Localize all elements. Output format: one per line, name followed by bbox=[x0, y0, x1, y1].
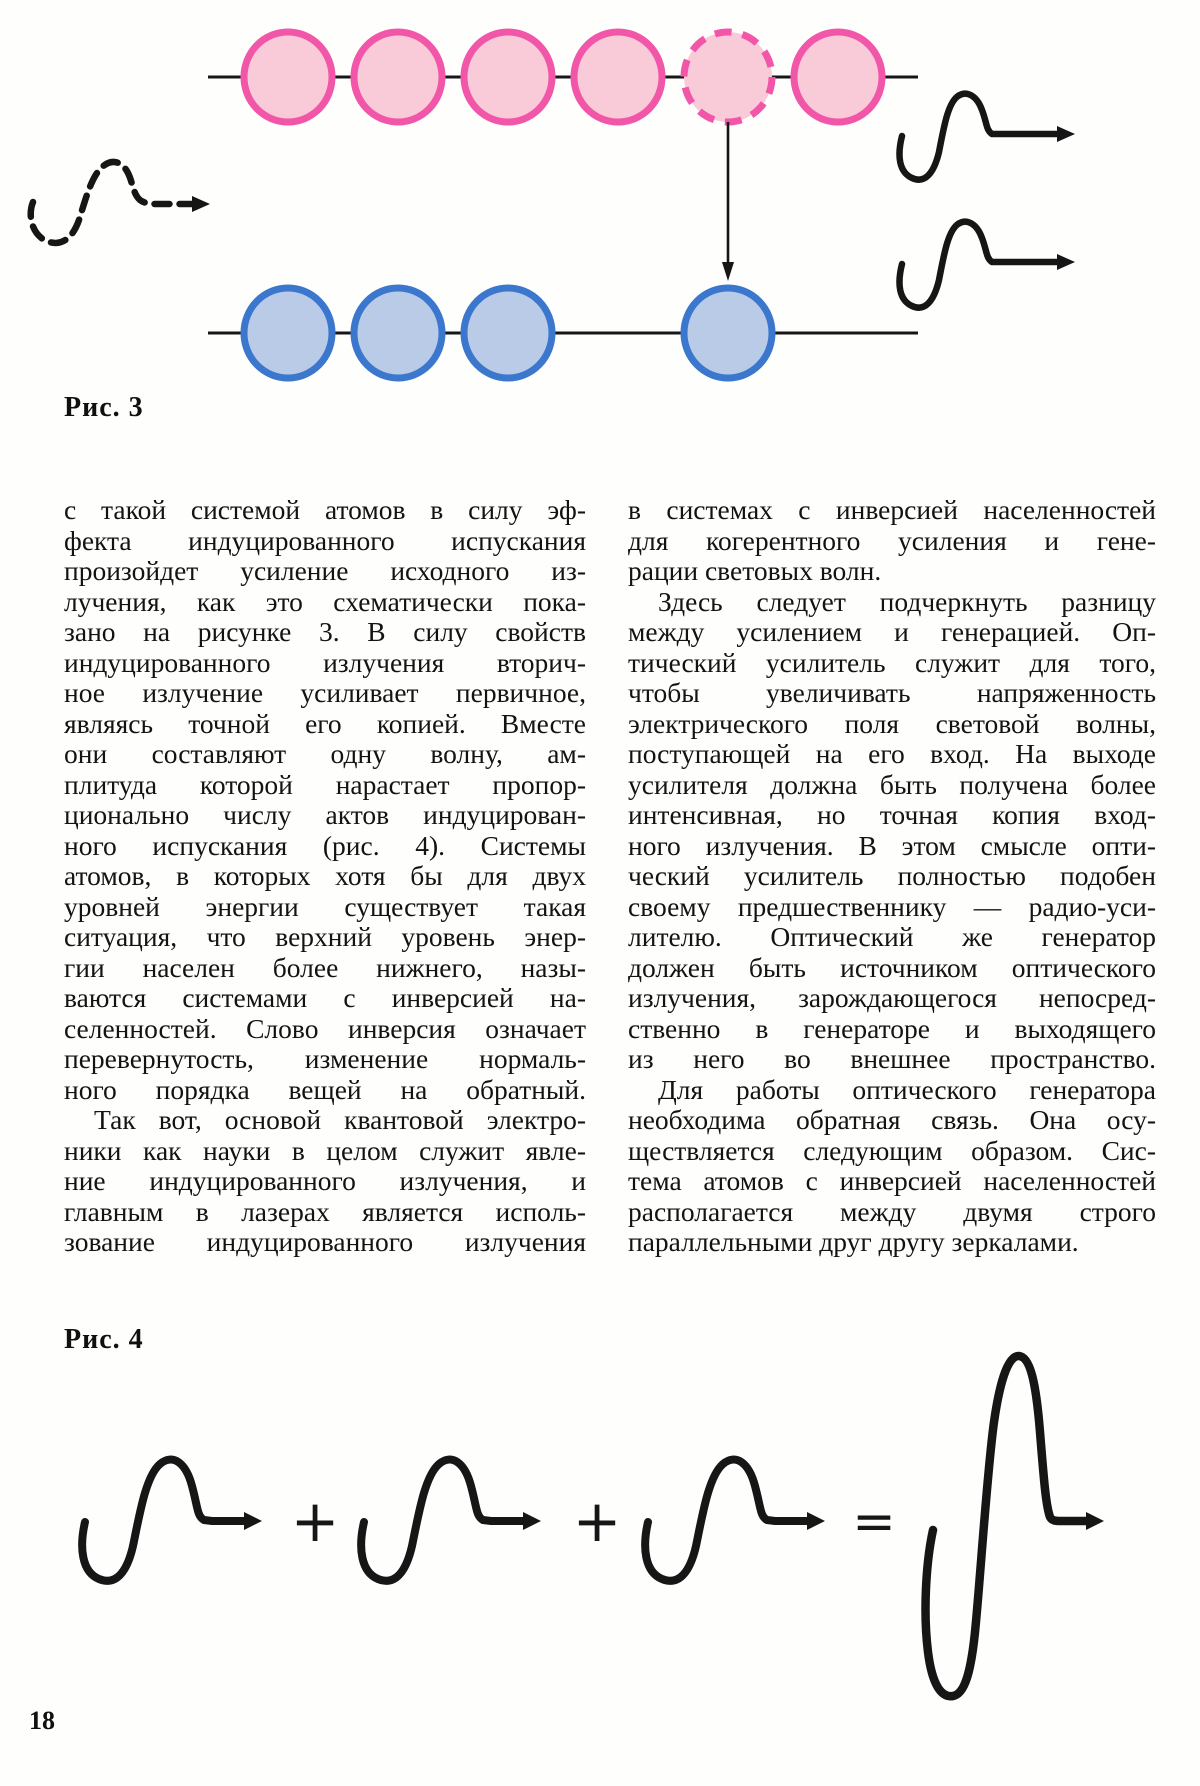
figure-3-diagram bbox=[0, 0, 1200, 420]
text-line: главным в лазерах является исполь- bbox=[64, 1195, 586, 1227]
text-line: располагается между двумя строго bbox=[628, 1195, 1156, 1227]
text-line: являясь точной его копией. Вместе bbox=[64, 707, 586, 739]
atom bbox=[684, 288, 772, 378]
text-column-left bbox=[64, 495, 586, 1258]
text-line: селенностей. Слово инверсия означает bbox=[64, 1012, 586, 1044]
text-line: тический усилитель служит для того, bbox=[628, 646, 1156, 678]
text-line: в системах с инверсией населенностей bbox=[628, 494, 1156, 525]
emitted-wave-top bbox=[899, 94, 1075, 180]
text-line: произойдет усиление исходного из- bbox=[64, 555, 586, 586]
plus-sign: + bbox=[572, 1487, 622, 1555]
atom bbox=[354, 32, 442, 122]
text-line: тема атомов с инверсией населенностей bbox=[628, 1165, 1156, 1196]
equals-sign: = bbox=[852, 1492, 896, 1552]
text-line: лучения, как это схематически пока- bbox=[64, 585, 586, 617]
text-line: ческий усилитель полностью подобен bbox=[628, 860, 1156, 891]
wave-1 bbox=[82, 1460, 262, 1581]
text-line: усилителя должна быть получена более bbox=[628, 768, 1156, 800]
atom bbox=[464, 288, 552, 378]
text-line: плитуда которой нарастает пропор- bbox=[64, 768, 586, 800]
text-column-right bbox=[628, 495, 1156, 1258]
text-line: перевернутость, изменение нормаль- bbox=[64, 1043, 586, 1074]
text-line: с такой системой атомов в силу эф- bbox=[64, 494, 586, 525]
text-line: ники как науки в целом служит явле- bbox=[64, 1134, 586, 1166]
text-line: гии населен более нижнего, назы- bbox=[64, 951, 586, 983]
text-line: для когерентного усиления и гене- bbox=[628, 524, 1156, 556]
page-number: 18 bbox=[29, 1706, 55, 1735]
transition-arrow bbox=[722, 122, 734, 281]
text-line: зано на рисунке 3. В силу свойств bbox=[64, 616, 586, 647]
text-line: Для работы оптического генератора bbox=[658, 1073, 1156, 1105]
text-line: чтобы увеличивать напряженность bbox=[628, 677, 1156, 708]
atom bbox=[244, 32, 332, 122]
text-line: между усилением и генерацией. Оп- bbox=[628, 616, 1156, 647]
text-line: атомов, в которых хотя бы для двух bbox=[64, 860, 586, 891]
atom bbox=[464, 32, 552, 122]
stimulating-photon-wave bbox=[31, 162, 210, 243]
text-line: они составляют одну волну, ам- bbox=[64, 738, 586, 769]
wave-3 bbox=[645, 1460, 825, 1581]
figure-3-caption: Рис. 3 bbox=[64, 392, 144, 423]
ground-atoms-row bbox=[244, 288, 772, 378]
text-line: ное излучение усиливает первичное, bbox=[64, 677, 586, 708]
text-line: индуцированного излучения вторич- bbox=[64, 646, 586, 678]
figure-4-diagram bbox=[0, 1340, 1200, 1720]
text-line: ционально числу актов индуцирован- bbox=[64, 799, 586, 830]
text-line: фекта индуцированного испускания bbox=[64, 524, 586, 556]
text-line: из него во внешнее пространство. bbox=[628, 1043, 1156, 1074]
text-line: излучения, зарождающегося непосред- bbox=[628, 982, 1156, 1013]
text-line: необходима обратная связь. Она осу- bbox=[628, 1104, 1156, 1135]
text-line: поступающей на его вход. На выходе bbox=[628, 738, 1156, 769]
atom bbox=[244, 288, 332, 378]
atom bbox=[574, 32, 662, 122]
text-line: должен быть источником оптического bbox=[628, 951, 1156, 983]
atom-transitioning bbox=[684, 32, 772, 122]
plus-sign: + bbox=[290, 1487, 340, 1555]
text-line: интенсивная, но точная копия вход- bbox=[628, 799, 1156, 830]
text-line: ние индуцированного излучения, и bbox=[64, 1165, 586, 1196]
text-line: зование индуцированного излучения bbox=[64, 1226, 586, 1257]
text-line: электрического поля световой волны, bbox=[628, 707, 1156, 739]
sum-wave bbox=[926, 1356, 1104, 1696]
text-line: Так вот, основой квантовой электро- bbox=[94, 1104, 586, 1135]
wave-2 bbox=[361, 1460, 541, 1581]
text-line: ственно в генераторе и выходящего bbox=[628, 1012, 1156, 1044]
text-line: параллельными друг другу зеркалами. bbox=[628, 1226, 1079, 1257]
figure-4-caption: Рис. 4 bbox=[64, 1324, 144, 1355]
text-line: своему предшественнику — радио-уси- bbox=[628, 890, 1156, 922]
text-line: Здесь следует подчеркнуть разницу bbox=[658, 585, 1156, 617]
atom bbox=[354, 288, 442, 378]
text-line: лителю. Оптический же генератор bbox=[628, 921, 1156, 952]
text-line: рации световых волн. bbox=[628, 555, 882, 586]
text-line: ного испускания (рис. 4). Системы bbox=[64, 829, 586, 861]
emitted-wave-bottom bbox=[899, 222, 1075, 308]
atom bbox=[794, 32, 882, 122]
text-line: уровней энергии существует такая bbox=[64, 890, 586, 922]
text-line: ного излучения. В этом смысле опти- bbox=[628, 829, 1156, 861]
text-line: ного порядка вещей на обратный. bbox=[64, 1073, 586, 1105]
text-line: ществляется следующим образом. Сис- bbox=[628, 1134, 1156, 1166]
text-line: ваются системами с инверсией на- bbox=[64, 982, 586, 1013]
text-line: ситуация, что верхний уровень энер- bbox=[64, 921, 586, 952]
